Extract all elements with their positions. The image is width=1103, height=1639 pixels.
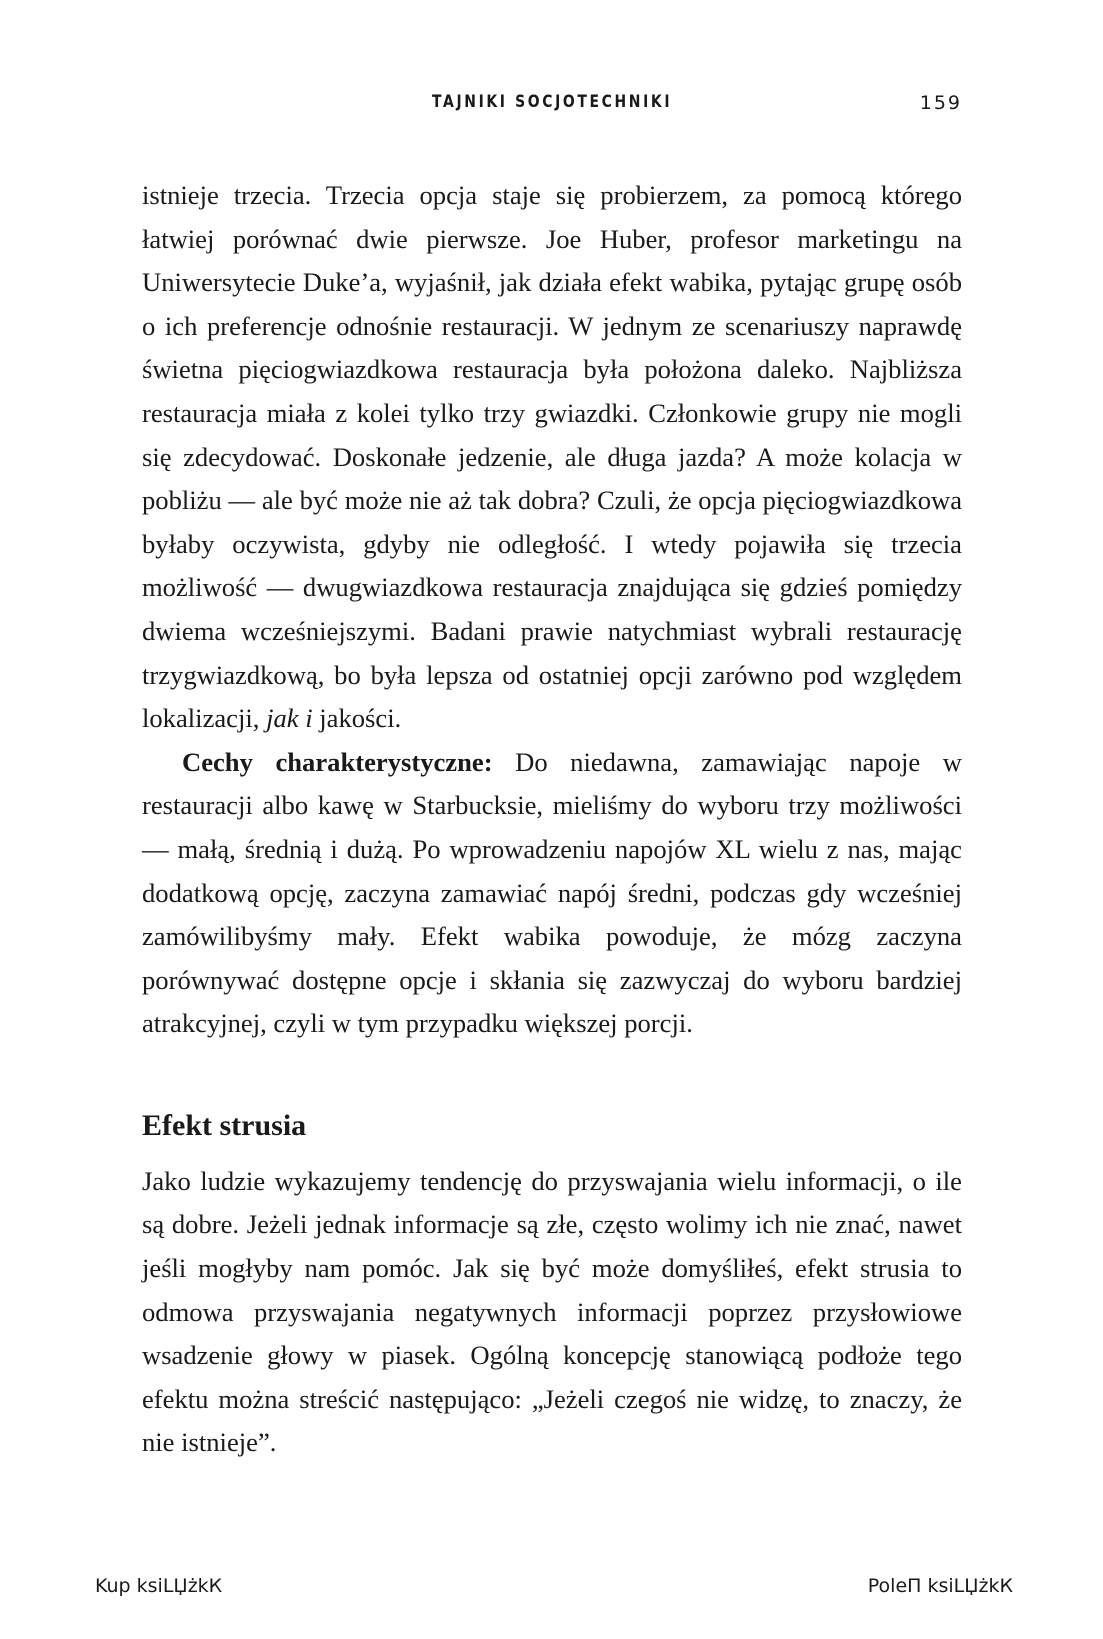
paragraph-decoy-effect: [142, 174, 962, 741]
buy-book-link[interactable]: Kup ksiLЏżkК: [95, 1575, 223, 1597]
paragraph-text-end: jakości.: [319, 703, 402, 734]
term-label: Cechy charakterystyczne:: [182, 746, 493, 777]
page-header: [142, 92, 962, 122]
paragraph-characteristics: [142, 741, 962, 1046]
page-footer: [95, 1575, 1013, 1605]
paragraph-text: Do niedawna, zamawiając napoje w restauracji albo kawę w Starbucksie, mieliśmy do wyboru trzy możliwości — małą, średnią i dużą. Po wprowadzeniu napojów XL wielu z nas, mając dodatkową opcję, zaczyna zamawiać napój średni, podczas gdy wcześniej zamówilibyśmy mały. Efekt wabika powoduje, że mózg zaczyna porównywać dostępne opcje i skłania się zazwyczaj do wyboru bardziej atrakcyjnej, czyli w tym przypadku większej porcji.: [142, 746, 962, 1039]
recommend-book-link[interactable]: PoleП ksiLЏżkК: [867, 1575, 1013, 1597]
page-body: [142, 174, 962, 1465]
italic-emphasis: jak i: [266, 703, 313, 734]
paragraph-text: istnieje trzecia. Trzecia opcja staje się probierzem, za pomocą którego łatwiej porównać dwie pierwsze. Joe Huber, profesor marketingu na Uniwersytecie Duke’a, wyjaśnił, jak działa efekt wabika, pytając grupę osób o ich preferencje odnośnie restauracji. W jednym ze scenariuszy naprawdę świetna pięciogwiazdkowa restauracja była położona daleko. Najbliższa restauracja miała z kolei tylko trzy gwiazdki. Członkowie grupy nie mogli się zdecydować. Doskonałe jedzenie, ale długa jazda? A może kolacja w pobliżu — ale być może nie aż tak dobra? Czuli, że opcja pięciogwiazdkowa byłaby oczywista, gdyby nie odległość. I wtedy pojawiła się trzecia możliwość — dwugwiazdkowa restauracja znajdująca się gdzieś pomiędzy dwiema wcześniejszymi. Badani prawie natychmiast wybrali restaurację trzygwiazdkową, bo była lepsza od ostatniej opcji zarówno pod względem lokalizacji,: [142, 180, 962, 734]
running-title: TAJNIKI SOCJOTECHNIKI: [432, 92, 673, 112]
section-heading: Efekt strusia: [142, 1108, 307, 1142]
paragraph-ostrich-effect: Jako ludzie wykazujemy tendencję do przyswajania wielu informacji, o ile są dobre. Jeżeli jednak informacje są złe, często wolimy ich nie znać, nawet jeśli mogłyby nam pomóc. Jak się być może domyśliłeś, efekt strusia to odmowa przyswajania negatywnych informacji poprzez przysłowiowe wsadzenie głowy w piasek. Ogólną koncepcję stanowiącą podłoże tego efektu można streścić następująco: „Jeżeli czegoś nie widzę, to znaczy, że nie istnieje”.: [142, 1165, 962, 1458]
page-number: 159: [919, 92, 962, 114]
